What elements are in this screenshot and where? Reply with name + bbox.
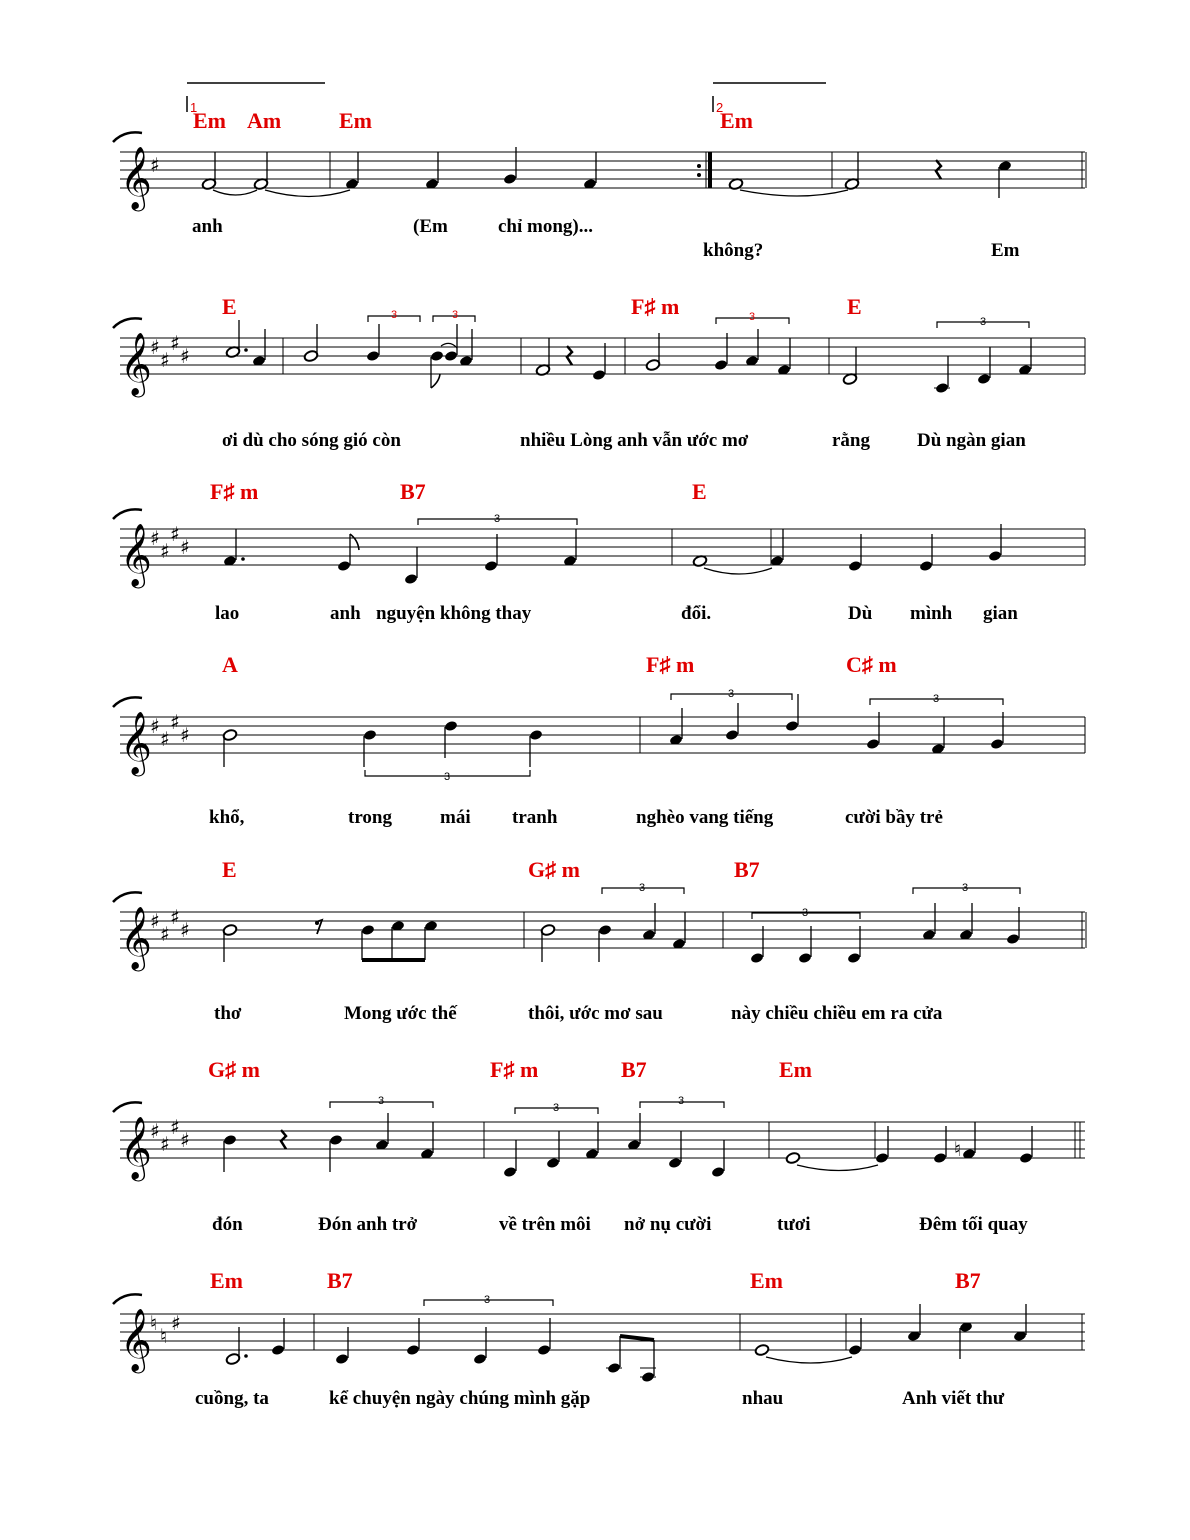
lyric: Em [991, 240, 1020, 261]
treble-clef-icon: 𝄞 [120, 906, 152, 969]
treble-clef-icon: 𝄞 [120, 1308, 152, 1371]
sharp-icon: ♯ [150, 153, 160, 177]
sharp-icon: ♯ [180, 535, 190, 559]
sharp-icon: ♯ [180, 723, 190, 747]
chord-symbol: Em [720, 108, 753, 133]
lyric: này chiều chiều em ra cửa [731, 1003, 943, 1024]
tuplet-bracket [515, 1102, 598, 1114]
sharp-icon: ♯ [160, 1132, 170, 1156]
lyric: nguyện không thay [376, 603, 532, 624]
svg-text:3: 3 [962, 882, 969, 894]
chord-symbol: B7 [955, 1268, 981, 1293]
lyric: tươi [777, 1214, 811, 1235]
tuplet-bracket [752, 907, 860, 919]
tuplet-bracket [716, 311, 789, 324]
volta-number: 1 [190, 100, 198, 115]
svg-text:3: 3 [728, 688, 735, 700]
sharp-icon: ♯ [150, 1119, 160, 1143]
system-2 [113, 294, 1085, 451]
staff [113, 1102, 1085, 1182]
lyric: nở nụ cười [624, 1214, 712, 1235]
lyric: về trên môi [499, 1214, 591, 1235]
lyric: đổi. [681, 603, 712, 624]
lyric: Mong ước thế [344, 1003, 457, 1024]
notes [201, 147, 1012, 198]
lyric: (Em [413, 216, 448, 237]
lyric: Anh viết thư [902, 1388, 1005, 1409]
treble-clef-icon: 𝄞 [120, 146, 152, 209]
sharp-icon: ♯ [160, 348, 170, 372]
tuplet-bracket [365, 770, 530, 783]
staff [113, 697, 1085, 777]
tuplet-bracket [937, 316, 1029, 328]
staff [113, 509, 1085, 589]
sharp-icon: ♯ [160, 539, 170, 563]
lyric: anh [192, 216, 223, 237]
svg-text:3: 3 [484, 1294, 491, 1306]
chord-symbol: Em [339, 108, 372, 133]
lyric: kể chuyện ngày chúng mình gặp [329, 1388, 591, 1409]
treble-clef-icon: 𝄞 [120, 523, 152, 586]
sharp-icon: ♯ [170, 331, 180, 355]
chord-symbol: E [222, 294, 237, 319]
natural-icon: ♮ [160, 1324, 168, 1348]
sharp-icon: ♯ [160, 922, 170, 946]
lyric: Dù ngàn gian [917, 430, 1026, 451]
staff [113, 132, 1086, 212]
svg-text:3: 3 [444, 771, 451, 783]
lyric: ơi dù cho sóng gió còn [222, 430, 401, 451]
svg-text:3: 3 [391, 309, 398, 321]
treble-clef-icon: 𝄞 [120, 711, 152, 774]
svg-text:3: 3 [749, 311, 756, 323]
system-7 [113, 1268, 1085, 1409]
sharp-icon: ♯ [180, 918, 190, 942]
chord-symbol: B7 [734, 857, 760, 882]
lyric: gian [983, 603, 1018, 624]
svg-text:3: 3 [494, 513, 501, 525]
lyric: thơ [214, 1003, 242, 1024]
lyric: lao [215, 603, 240, 624]
chord-symbol: E [847, 294, 862, 319]
lyric: Dù [848, 603, 873, 624]
chord-symbol: F♯ m [490, 1057, 539, 1082]
tuplet-bracket [870, 693, 1003, 705]
sharp-icon: ♯ [170, 905, 180, 929]
sharp-icon: ♯ [170, 1115, 180, 1139]
notes [225, 1304, 1027, 1383]
sharp-icon: ♯ [150, 526, 160, 550]
chord-symbol: G♯ m [528, 857, 580, 882]
tuplet-bracket [640, 1095, 724, 1108]
sharp-icon: ♯ [171, 1311, 181, 1335]
system-6 [113, 1057, 1085, 1235]
chord-symbol: E [222, 857, 237, 882]
chord-symbol: B7 [621, 1057, 647, 1082]
sharp-icon: ♯ [180, 1128, 190, 1152]
treble-clef-icon: 𝄞 [120, 332, 152, 395]
lyric: tranh [512, 807, 558, 828]
sharp-icon: ♯ [160, 727, 170, 751]
lyric: nhau [742, 1388, 784, 1409]
lyric: nhiều Lòng anh vẫn ước mơ [520, 430, 749, 451]
svg-text:3: 3 [802, 907, 809, 919]
notes [223, 524, 1002, 585]
chord-symbol: F♯ m [646, 652, 695, 677]
lyric: cười bầy trẻ [845, 807, 943, 828]
sharp-icon: ♯ [150, 714, 160, 738]
chord-symbol: F♯ m [631, 294, 680, 319]
chord-symbol: Em [779, 1057, 812, 1082]
chord-symbol: C♯ m [846, 652, 897, 677]
natural-icon: ♮ [150, 1311, 158, 1335]
lyric: đón [212, 1214, 243, 1235]
lyric: mái [440, 807, 471, 828]
svg-text:3: 3 [980, 316, 987, 328]
notes [222, 694, 1004, 767]
svg-text:3: 3 [639, 882, 646, 894]
svg-text:3: 3 [452, 309, 459, 321]
treble-clef-icon: 𝄞 [120, 1116, 152, 1179]
svg-text:3: 3 [933, 693, 940, 705]
chord-symbol: Am [247, 108, 282, 133]
system-4 [113, 652, 1085, 828]
chord-symbol: B7 [327, 1268, 353, 1293]
lyric: trong [348, 807, 392, 828]
tuplet-bracket [330, 1095, 433, 1108]
tuplet-bracket [671, 688, 792, 700]
svg-text:3: 3 [553, 1102, 560, 1114]
sharp-icon: ♯ [150, 909, 160, 933]
tuplet-bracket [602, 882, 684, 894]
lyric: anh [330, 603, 361, 624]
system-3 [113, 479, 1085, 624]
system-5 [113, 857, 1086, 1024]
tuplet-bracket [368, 309, 420, 322]
notes [225, 320, 1032, 394]
notes [223, 1113, 1033, 1178]
sharp-icon: ♯ [170, 710, 180, 734]
chord-symbol: G♯ m [208, 1057, 260, 1082]
svg-text:3: 3 [678, 1095, 685, 1107]
svg-text:3: 3 [378, 1095, 385, 1107]
volta-number: 2 [716, 100, 724, 115]
staff [113, 1294, 1085, 1374]
lyric: cuồng, ta [195, 1388, 269, 1409]
lyric: nghèo vang tiếng [636, 807, 774, 828]
tuplet-bracket [913, 882, 1020, 894]
natural-icon: ♮ [954, 1137, 962, 1161]
chord-symbol: E [692, 479, 707, 504]
lyric: rằng [832, 430, 870, 451]
lyric: Đêm tối quay [919, 1214, 1028, 1235]
chord-symbol: Em [210, 1268, 243, 1293]
lyric: Đón anh trở [318, 1214, 418, 1235]
lyric: khổ, [209, 807, 245, 828]
chord-symbol: F♯ m [210, 479, 259, 504]
chord-symbol: Em [193, 108, 226, 133]
lyric: mình [910, 603, 953, 624]
lyric: không? [703, 240, 764, 261]
lyric: thôi, ước mơ sau [528, 1003, 663, 1024]
tuplet-bracket [433, 309, 475, 322]
system-1 [113, 83, 1086, 261]
chord-symbol: Em [750, 1268, 783, 1293]
chord-symbol: B7 [400, 479, 426, 504]
tuplet-bracket [424, 1294, 553, 1306]
tuplet-bracket [418, 513, 577, 525]
lyric: chỉ mong)... [498, 216, 593, 237]
chord-symbol: A [222, 652, 238, 677]
sharp-icon: ♯ [170, 522, 180, 546]
sharp-icon: ♯ [150, 335, 160, 359]
sharp-icon: ♯ [180, 344, 190, 368]
